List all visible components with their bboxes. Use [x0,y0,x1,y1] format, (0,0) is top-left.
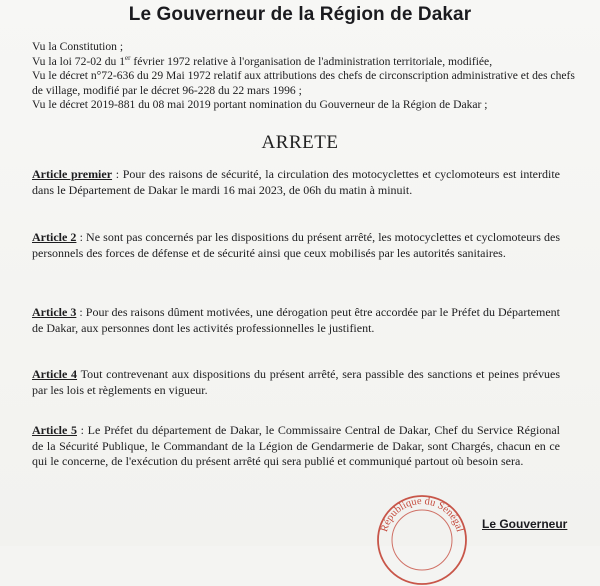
article-label: Article premier [32,167,113,181]
article-label: Article 4 [32,367,78,381]
visa-loi-text-b: février 1972 relative à l'organisation de l'administration territoriale, modifiée, [130,54,493,68]
visas-block [32,40,577,113]
arrete-heading: ARRETE [261,132,339,153]
article-sep: : [112,167,123,181]
article-text: Tout contrevenant aux dispositions du présent arrêté, sera passible des sanctions et peines prévues par les lois et règlements en vigueur. [32,367,560,397]
visa-decret-72-636: Vu le décret n°72-636 du 29 Mai 1972 relatif aux attributions des chefs de circonscription administrative et des chefs de village, modifié par le décret 96-228 du 22 mars 1996 ; [32,69,575,97]
stamp-text: République du Sénégal [379,495,465,534]
article-sep: : [76,423,88,437]
article-sep: : [76,230,87,244]
article-label: Article 5 [32,423,77,437]
article-2 [32,230,560,261]
article-5 [32,423,560,470]
article-text: Pour des raisons de sécurité, la circulation des motocyclettes et cyclomoteurs est interdite dans le Département de Dakar le mardi 16 mai 2023, de 06h du matin à minuit. [32,167,560,197]
article-4 [32,367,560,398]
visa-decret-2019-881: Vu le décret 2019-881 du 08 mai 2019 portant nomination du Gouverneur de la Région de Dakar ; [32,98,488,111]
article-sep: : [76,305,86,319]
article-3 [32,305,560,336]
document-title: Le Gouverneur de la Région de Dakar [128,4,472,25]
visa-constitution: Vu la Constitution ; [32,40,124,53]
article-text: Le Préfet du département de Dakar, le Commissaire Central de Dakar, Chef du Service Régional de la Sécurité Publique, le Commandant de la Légion de Gendarmerie de Dakar, sont Chargés, chacun en ce qui le concerne, de l'exécution du présent arrêté qui sera publié et communiqué partout où besoin sera. [32,423,560,468]
official-stamp-icon [372,486,472,586]
visa-loi-72-02 [32,55,577,70]
signature-governor: Le Gouverneur [482,517,568,531]
article-text: Ne sont pas concernés par les dispositions du présent arrêté, les motocyclettes et cyclomoteurs des personnels des forces de défense et de sécurité ainsi que ceux mobilisés par les autorités sanitaires. [32,230,560,260]
article-label: Article 3 [32,305,77,319]
article-label: Article 2 [32,230,77,244]
visa-loi-text-a: Vu la loi 72-02 du 1 [32,54,126,68]
article-text: Pour des raisons dûment motivées, une dérogation peut être accordée par le Préfet du Département de Dakar, aux personnes dont les activités professionnelles le justifient. [32,305,560,335]
visa-loi-sup: er [125,53,131,62]
article-premier [32,167,560,198]
